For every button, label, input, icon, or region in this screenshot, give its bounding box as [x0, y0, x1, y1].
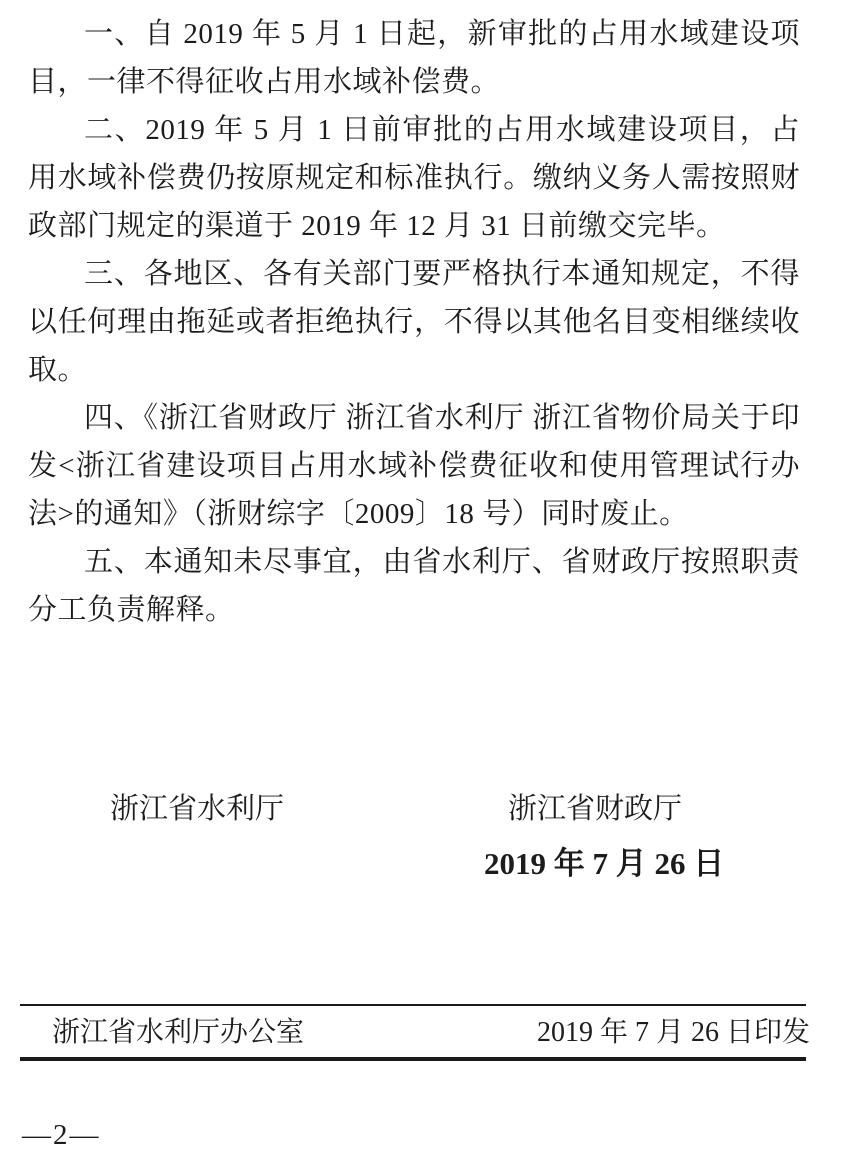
- body-paragraph: 一、自 2019 年 5 月 1 日起，新审批的占用水域建设项目，一律不得征收占用水域补偿费。: [28, 18, 800, 98]
- signature-water-dept: 浙江省水利厅: [110, 793, 285, 825]
- signature-finance-dept: 浙江省财政厅: [508, 793, 683, 825]
- body-paragraph: 二、2019 年 5 月 1 日前审批的占用水域建设项目，占用水域补偿费仍按原规定和标准执行。缴纳义务人需按照财政部门规定的渠道于 2019 年 12 月 31 日前缴交完毕。: [28, 114, 800, 242]
- body-paragraph: 三、各地区、各有关部门要严格执行本通知规定，不得以任何理由拖延或者拒绝执行，不得以其他名目变相继续收取。: [28, 258, 800, 386]
- footer-row: [52, 1016, 810, 1050]
- body-paragraph: 四、《浙江省财政厅 浙江省水利厅 浙江省物价局关于印发<浙江省建设项目占用水域补偿费征收和使用管理试行办法>的通知》（浙财综字〔2009〕18 号）同时废止。: [28, 402, 800, 530]
- signature-date: 2019 年 7 月 26 日: [484, 846, 725, 881]
- page-number: —2—: [22, 1119, 101, 1151]
- footer-print-date: 2019 年 7 月 26 日印发: [536, 1017, 810, 1048]
- footer-issuing-office: 浙江省水利厅办公室: [52, 1017, 305, 1048]
- document-body: [28, 10, 800, 634]
- body-paragraph: 五、本通知未尽事宜，由省水利厅、省财政厅按照职责分工负责解释。: [28, 546, 800, 626]
- footer-rule-bottom: [20, 1057, 806, 1061]
- footer-rule-top: [20, 1004, 806, 1006]
